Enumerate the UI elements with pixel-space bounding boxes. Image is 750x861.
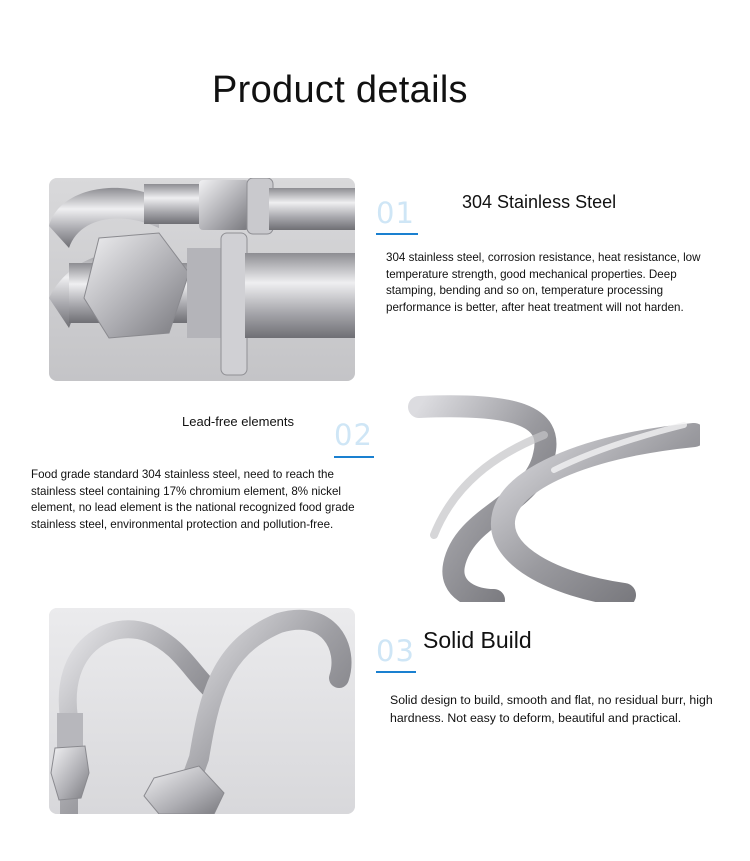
product-photo-eye-bolt bbox=[49, 178, 355, 381]
product-photo-hook-bolts bbox=[49, 608, 355, 814]
section-heading-03: Solid Build bbox=[423, 627, 532, 653]
section-heading-01: 304 Stainless Steel bbox=[462, 192, 617, 212]
section-number-01: 01 bbox=[376, 196, 415, 230]
product-photo-s-hooks bbox=[394, 395, 700, 602]
page-title: Product details bbox=[212, 69, 468, 112]
section-underline-03 bbox=[376, 671, 416, 673]
section-underline-02 bbox=[334, 456, 374, 458]
section-underline-01 bbox=[376, 233, 418, 235]
section-text-01: 304 stainless steel, corrosion resistance, heat resistance, low temperature strength, good mechanical properties. Deep stamping, bending and so on, temperature processing performance is better, after heat treatment will not harden. bbox=[386, 251, 701, 314]
section-text-03: Solid design to build, smooth and flat, no residual burr, high hardness. Not easy to deform, beautiful and practical. bbox=[390, 693, 713, 725]
section-heading-02: Lead-free elements bbox=[182, 414, 295, 429]
section-number-03: 03 bbox=[376, 634, 415, 668]
section-number-02: 02 bbox=[334, 418, 373, 452]
section-text-02: Food grade standard 304 stainless steel, need to reach the stainless steel containing 17% chromium element, 8% nickel element, no lead element is the national recognized food grade stainless steel, environmental protection and pollution-free. bbox=[31, 468, 355, 531]
